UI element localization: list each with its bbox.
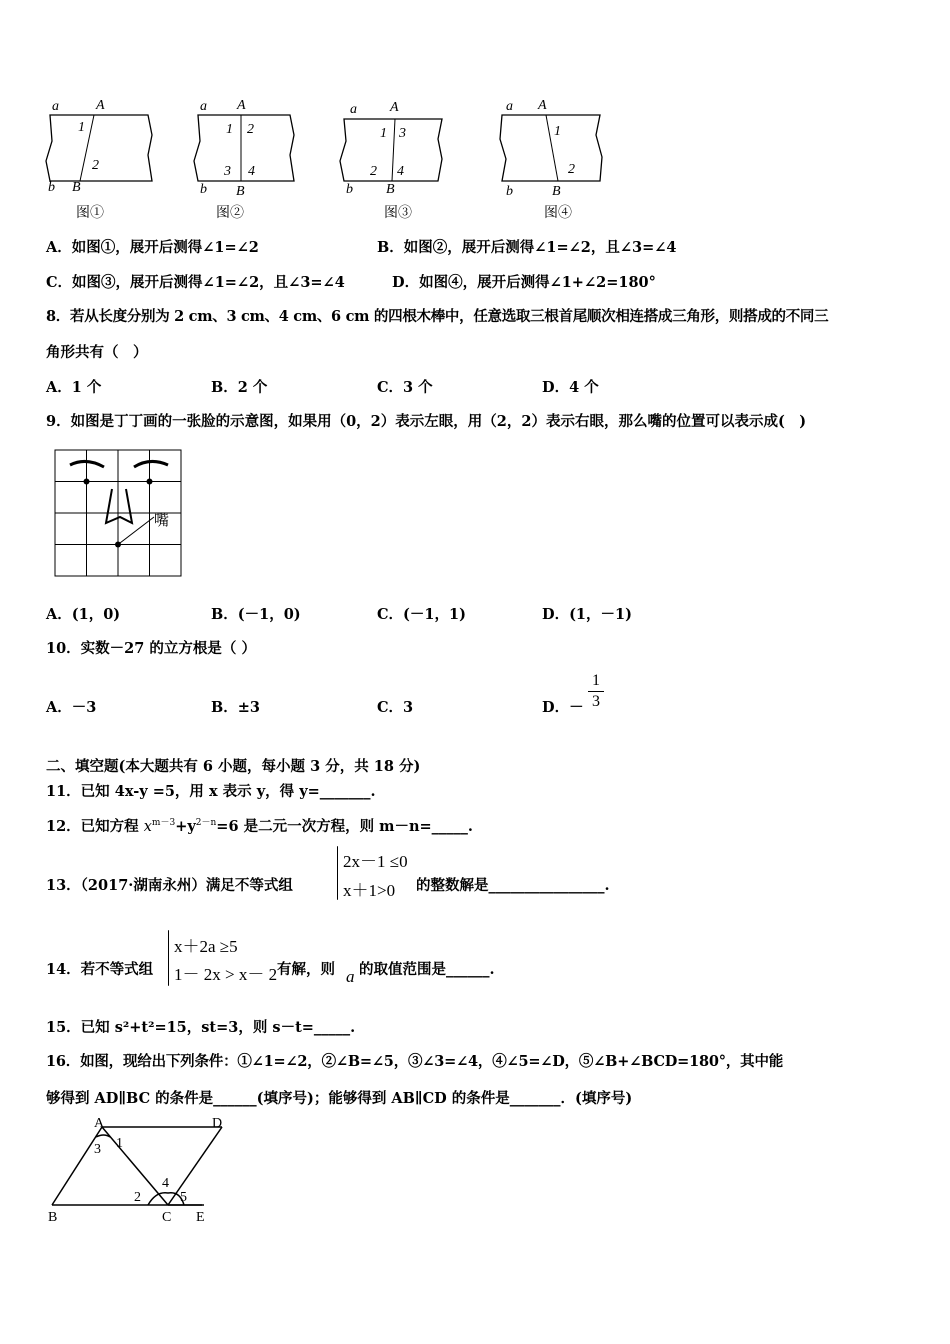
q8-option-a: A．1 个 bbox=[46, 379, 102, 396]
q8-option-d: D．4 个 bbox=[542, 379, 599, 396]
q10-fraction bbox=[588, 672, 604, 711]
q13-ineq2: x＋1>0 bbox=[343, 881, 396, 900]
svg-text:B: B bbox=[386, 182, 395, 197]
q12-exp1: m－3 bbox=[151, 818, 176, 829]
face-grid-figure bbox=[50, 445, 190, 580]
svg-text:A: A bbox=[390, 100, 399, 115]
svg-text:C: C bbox=[162, 1210, 172, 1225]
svg-text:B: B bbox=[72, 180, 81, 195]
q7-figures bbox=[40, 95, 620, 225]
q10-option-d: D．－ bbox=[542, 699, 584, 716]
q14-a: a bbox=[346, 967, 355, 986]
svg-text:2: 2 bbox=[247, 122, 254, 137]
svg-text:1: 1 bbox=[78, 120, 85, 135]
figure-1 bbox=[46, 98, 152, 221]
q13-ineq1: 2x－1 ≤0 bbox=[343, 852, 408, 871]
svg-text:E: E bbox=[196, 1210, 205, 1225]
q13-post: 的整数解是________________. bbox=[416, 877, 610, 894]
q12-x: x bbox=[143, 819, 152, 835]
svg-text:图④: 图④ bbox=[544, 206, 572, 221]
section-2-heading: 二、填空题(本大题共有 6 小题，每小题 3 分，共 18 分) bbox=[46, 758, 421, 775]
svg-text:a: a bbox=[200, 99, 207, 114]
fraction-numerator: 1 bbox=[592, 672, 600, 689]
svg-text:3: 3 bbox=[399, 126, 406, 141]
q15-text: 15．已知 s²+t²=15，st=3，则 s－t=_____. bbox=[46, 1019, 356, 1036]
svg-text:4: 4 bbox=[162, 1176, 169, 1191]
svg-text:b: b bbox=[200, 182, 207, 197]
svg-text:A: A bbox=[237, 98, 246, 113]
figure-3 bbox=[340, 100, 442, 221]
svg-text:图①: 图① bbox=[76, 206, 104, 221]
svg-text:D: D bbox=[212, 1116, 223, 1131]
q11-text: 11．已知 4x-y =5，用 x 表示 y，得 y=_______. bbox=[46, 783, 376, 800]
svg-text:图②: 图② bbox=[216, 206, 244, 221]
svg-text:a: a bbox=[350, 102, 357, 117]
q7-option-b: B．如图②，展开后测得∠1=∠2，且∠3=∠4 bbox=[377, 239, 677, 256]
svg-text:b: b bbox=[346, 182, 353, 197]
svg-text:4: 4 bbox=[397, 164, 404, 179]
svg-text:a: a bbox=[52, 99, 59, 114]
q8-option-c: C．3 个 bbox=[377, 379, 433, 396]
svg-text:a: a bbox=[506, 99, 513, 114]
svg-text:4: 4 bbox=[248, 164, 255, 179]
svg-text:1: 1 bbox=[226, 122, 233, 137]
svg-text:1: 1 bbox=[116, 1136, 123, 1151]
q7-option-a: A．如图①，展开后测得∠1=∠2 bbox=[46, 239, 259, 256]
q10-option-a: A．－3 bbox=[46, 699, 97, 716]
q14-mid: 有解，则 bbox=[277, 961, 335, 978]
q7-option-c: C．如图③，展开后测得∠1=∠2，且∠3=∠4 bbox=[46, 274, 345, 291]
svg-text:嘴: 嘴 bbox=[154, 513, 170, 529]
q10-option-c: C．3 bbox=[377, 699, 414, 716]
svg-text:3: 3 bbox=[224, 164, 231, 179]
svg-text:1: 1 bbox=[554, 124, 561, 139]
svg-text:2: 2 bbox=[568, 162, 575, 177]
q14-ineq2: 1－ 2x > x－ 2 bbox=[174, 965, 278, 984]
q14-ineq1: x＋2a ≥5 bbox=[174, 937, 238, 956]
q14-post: 的取值范围是______. bbox=[359, 961, 495, 978]
svg-text:图③: 图③ bbox=[384, 206, 412, 221]
figure-2 bbox=[194, 98, 294, 221]
svg-text:A: A bbox=[538, 98, 547, 113]
q10-option-b: B．±3 bbox=[211, 699, 260, 716]
fraction-denominator: 3 bbox=[592, 693, 600, 710]
q7-option-d: D．如图④，展开后测得∠1+∠2=180° bbox=[392, 274, 656, 291]
q10-text: 10．实数－27 的立方根是（ ） bbox=[46, 640, 256, 657]
q12-exp2: 2－n bbox=[195, 818, 217, 829]
svg-text:B: B bbox=[552, 184, 561, 199]
q9-option-a: A．(1，0) bbox=[46, 606, 121, 623]
q9-option-b: B．(－1，0) bbox=[211, 606, 301, 623]
q9-text: 9．如图是丁丁画的一张脸的示意图，如果用（0，2）表示左眼，用（2，2）表示右眼，那么嘴的位置可以表示成( ) bbox=[46, 413, 807, 430]
q16-figure bbox=[44, 1113, 234, 1228]
q12-post: =6 是二元一次方程，则 m－n=_____. bbox=[216, 818, 473, 835]
q14-brace bbox=[168, 930, 169, 986]
svg-text:A: A bbox=[94, 1116, 105, 1131]
q13-pre: 13．（2017·湖南永州）满足不等式组 bbox=[46, 877, 293, 894]
svg-text:3: 3 bbox=[94, 1142, 101, 1157]
q8-text-line2: 角形共有（ ） bbox=[46, 344, 148, 361]
q14-pre: 14．若不等式组 bbox=[46, 961, 154, 978]
q8-option-b: B．2 个 bbox=[211, 379, 268, 396]
svg-text:A: A bbox=[96, 98, 105, 113]
q13-brace bbox=[337, 846, 338, 900]
fraction-bar bbox=[588, 691, 604, 692]
svg-text:B: B bbox=[236, 184, 245, 199]
q8-text-line1: 8．若从长度分别为 2 cm、3 cm、4 cm、6 cm 的四根木棒中，任意选取三根首尾顺次相连搭成三角形，则搭成的不同三 bbox=[46, 308, 829, 325]
svg-text:2: 2 bbox=[92, 158, 99, 173]
svg-text:b: b bbox=[506, 184, 513, 199]
q16-text-line1: 16．如图，现给出下列条件：①∠1=∠2，②∠B=∠5，③∠3=∠4，④∠5=∠D，⑤∠B+∠BCD=180°，其中能 bbox=[46, 1053, 784, 1070]
figure-4 bbox=[500, 98, 602, 221]
svg-text:B: B bbox=[48, 1210, 58, 1225]
q12-pre: 12．已知方程 bbox=[46, 818, 144, 835]
svg-text:2: 2 bbox=[134, 1190, 141, 1205]
q16-text-line2: 够得到 AD∥BC 的条件是______(填序号)；能够得到 AB∥CD 的条件是_______．(填序号) bbox=[46, 1090, 633, 1107]
svg-text:5: 5 bbox=[180, 1190, 187, 1205]
svg-text:b: b bbox=[48, 180, 55, 195]
svg-text:1: 1 bbox=[380, 126, 387, 141]
q9-option-c: C．(－1，1) bbox=[377, 606, 466, 623]
q12-plus-y: +y bbox=[175, 818, 196, 835]
svg-text:2: 2 bbox=[370, 164, 377, 179]
q12-text bbox=[46, 815, 473, 836]
q9-option-d: D．(1，－1) bbox=[542, 606, 632, 623]
